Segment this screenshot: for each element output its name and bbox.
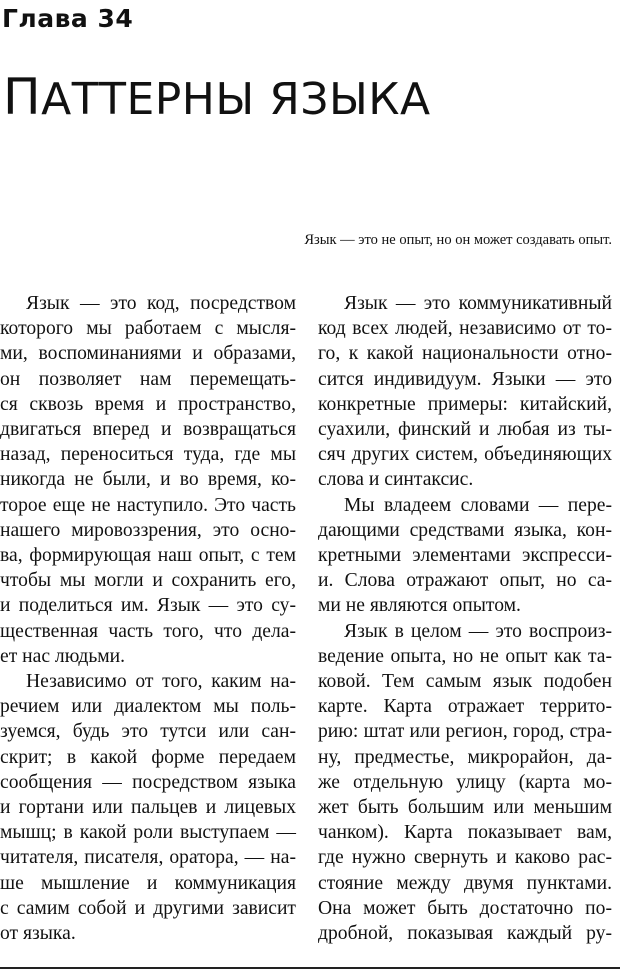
chapter-title-initial: П xyxy=(3,68,42,126)
chapter-title-rest: АТТЕРНЫ ЯЗЫКА xyxy=(41,74,431,125)
text-line: от языка. xyxy=(0,923,76,945)
text-line: код всех людей, независимо от то- xyxy=(318,318,612,340)
text-line: нашего мировоззрения, это осно- xyxy=(0,519,296,541)
chapter-label: Глава 34 xyxy=(2,4,134,33)
text-line: и гортани или пальцев и лицевых xyxy=(0,797,296,819)
text-line: Мы владеем словами — пере- xyxy=(344,494,612,516)
text-line: сообщения — посредством языка xyxy=(0,771,296,793)
text-line: стояние между двумя пунктами. xyxy=(318,872,612,894)
text-line: ковой. Тем самым язык подобен xyxy=(318,671,612,693)
text-line: ва, формирующая наш опыт, с тем xyxy=(0,545,296,567)
text-line: дающими средствами языка, кон- xyxy=(318,519,612,541)
text-line: го, к какой национальности отно- xyxy=(318,343,612,365)
text-line: ше мышление и коммуникация xyxy=(0,872,296,894)
text-line: и поделиться им. Язык — это су- xyxy=(0,595,296,617)
text-line: конкретные примеры: китайский, xyxy=(318,393,612,415)
text-line: где нужно свернуть и каково рас- xyxy=(318,847,612,869)
text-line: Язык — это код, посредством xyxy=(26,293,296,314)
text-line: слова и синтаксис. xyxy=(318,469,474,491)
text-line: Независимо от того, каким на- xyxy=(26,671,296,693)
text-line: он позволяет нам перемещать- xyxy=(0,368,296,390)
text-line: которого мы работаем с мысля- xyxy=(0,318,296,340)
text-line: щественная часть того, что дела- xyxy=(0,620,296,642)
text-line: скрит; в какой форме передаем xyxy=(0,746,296,768)
text-line: суахили, финский и любая из ты- xyxy=(318,419,612,441)
text-line: двигаться вперед и возвращаться xyxy=(0,419,296,441)
chapter-title xyxy=(3,68,431,126)
text-column-right xyxy=(318,291,612,946)
text-line: ми не являются опытом. xyxy=(318,595,521,617)
text-line: же отдельную улицу (карта мо- xyxy=(318,771,612,793)
text-line: карте. Карта отражает террито- xyxy=(318,696,612,718)
text-line: торое еще не наступило. Это часть xyxy=(0,494,296,516)
text-line: мышц; в какой роли выступаем — xyxy=(0,822,296,844)
text-line: чанком). Карта показывает вам, xyxy=(318,822,612,844)
text-line: читателя, писателя, оратора, — на- xyxy=(0,847,296,869)
text-line: рию: штат или регион, город, стра- xyxy=(318,721,612,743)
text-line: Она может быть достаточно по- xyxy=(318,897,612,919)
text-line: никогда не были, и во время, ко- xyxy=(0,469,296,491)
text-line: дробной, показывая каждый ру- xyxy=(318,923,612,945)
text-line: жет быть большим или меньшим xyxy=(318,797,612,819)
text-line: чтобы мы могли и сохранить его, xyxy=(0,570,296,592)
text-line: назад, переноситься туда, где мы xyxy=(0,444,296,466)
text-line: и. Слова отражают опыт, но са- xyxy=(318,570,612,592)
text-line: зуемся, будь это тутси или сан- xyxy=(0,721,296,743)
text-line: ми, воспоминаниями и образами, xyxy=(0,343,296,365)
text-line: сяч других систем, объединяющих xyxy=(318,444,612,466)
text-line: Язык — это коммуникативный xyxy=(344,293,612,314)
text-line: ся сквозь время и пространство, xyxy=(0,393,296,415)
text-line: ет нас людьми. xyxy=(0,645,126,667)
text-line: ну, предместье, микрорайон, да- xyxy=(318,746,612,768)
bottom-rule xyxy=(0,967,620,969)
text-line: речием или диалектом мы поль- xyxy=(0,696,296,718)
text-line: сится индивидуум. Языки — это xyxy=(318,368,612,390)
text-line: ведение опыта, но не опыт как та- xyxy=(318,645,612,667)
text-line: кретными элементами экспресси- xyxy=(318,545,612,567)
text-line: с самим собой и другими зависит xyxy=(0,897,296,919)
text-column-left xyxy=(0,291,296,946)
text-line: Язык в целом — это воспроиз- xyxy=(344,620,612,642)
epigraph: Язык — это не опыт, но он может создавать опыт. xyxy=(304,232,612,248)
